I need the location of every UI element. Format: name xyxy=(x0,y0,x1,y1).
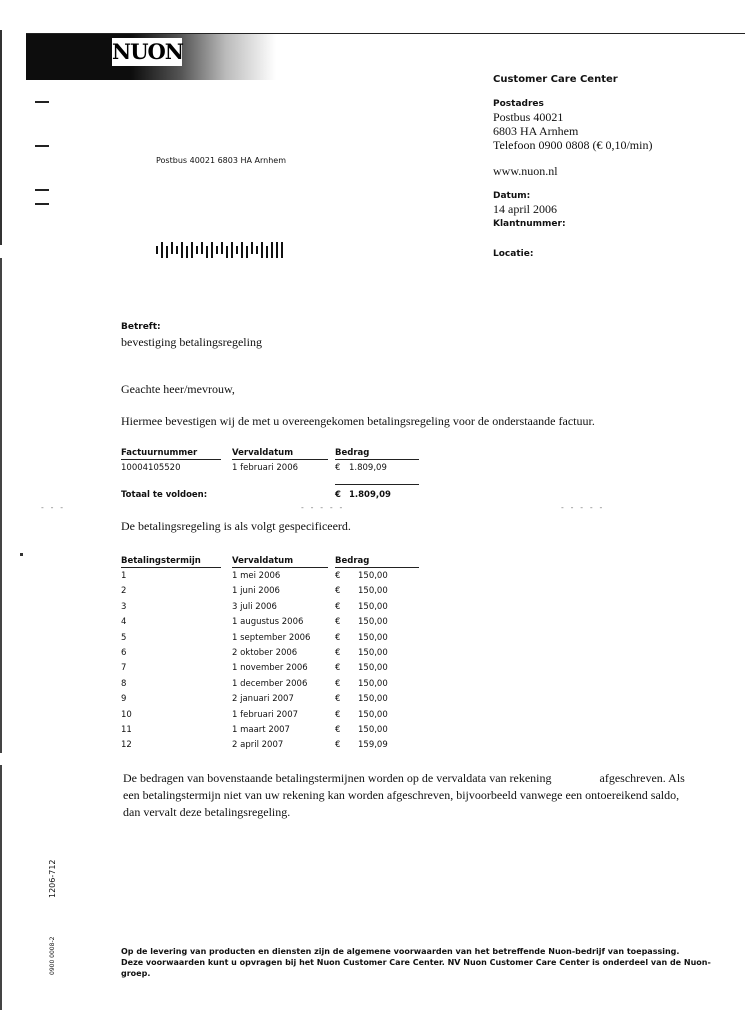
term-amount: 150,00 xyxy=(358,694,388,705)
term-due-date: 1 september 2006 xyxy=(232,632,311,643)
postadres-line: Postbus 40021 xyxy=(493,110,564,124)
term-due-date: 1 december 2006 xyxy=(232,678,308,689)
currency-symbol: € xyxy=(335,571,341,581)
term-due-date: 1 maart 2007 xyxy=(232,725,290,735)
small-code: 0900 0008-2 xyxy=(49,936,56,975)
term-amount: 150,00 xyxy=(358,617,388,628)
invoice-amount: 1.809,09 xyxy=(349,463,387,473)
form-code: 1206-712 xyxy=(48,859,57,898)
header-underline xyxy=(121,459,221,460)
header-underline xyxy=(232,459,328,460)
currency-symbol: € xyxy=(335,586,341,597)
col-header-bedrag: Bedrag xyxy=(335,448,370,458)
currency-symbol: € xyxy=(335,463,341,473)
term-due-date: 1 november 2006 xyxy=(232,663,308,674)
closing-paragraph xyxy=(123,770,723,821)
term-due-date: 1 augustus 2006 xyxy=(232,617,304,628)
term-number: 11 xyxy=(121,725,132,735)
term-number: 3 xyxy=(121,601,127,612)
salutation: Geachte heer/mevrouw, xyxy=(121,382,235,396)
col-header-factuurnummer: Factuurnummer xyxy=(121,448,198,458)
fold-mark xyxy=(35,145,49,147)
term-amount: 150,00 xyxy=(358,648,388,658)
term-due-date: 1 mei 2006 xyxy=(232,571,281,581)
term-number: 9 xyxy=(121,694,127,705)
invoice-number: 10004105520 xyxy=(121,463,181,473)
scan-edge xyxy=(0,30,2,245)
term-amount: 150,00 xyxy=(358,601,388,612)
postadres-label: Postadres xyxy=(493,99,544,109)
terms-table xyxy=(121,556,421,756)
currency-symbol: € xyxy=(335,725,341,735)
scan-dot xyxy=(20,553,23,556)
footer-terms xyxy=(121,946,721,979)
term-amount: 150,00 xyxy=(358,678,388,689)
term-due-date: 2 januari 2007 xyxy=(232,694,294,705)
klantnummer-label: Klantnummer: xyxy=(493,219,566,229)
col-header-vervaldatum: Vervaldatum xyxy=(232,556,294,566)
header-underline xyxy=(335,459,419,460)
term-due-date: 1 februari 2007 xyxy=(232,709,299,720)
term-number: 12 xyxy=(121,740,132,751)
postal-barcode xyxy=(156,238,284,262)
term-amount: 159,09 xyxy=(358,740,388,751)
sender-address: Postbus 40021 6803 HA Arnhem xyxy=(156,156,286,165)
invoice-table xyxy=(121,448,421,506)
currency-symbol: € xyxy=(335,490,341,500)
spec-intro: De betalingsregeling is als volgt gespecificeerd. xyxy=(121,519,351,533)
locatie-label: Locatie: xyxy=(493,249,534,259)
intro-paragraph: Hiermee bevestigen wij de met u overeengekomen betalingsregeling voor de onderstaande factuur. xyxy=(121,414,595,428)
nuon-logo: NUON xyxy=(112,39,183,64)
term-number: 2 xyxy=(121,586,127,597)
col-header-bedrag: Bedrag xyxy=(335,556,370,566)
total-amount: 1.809,09 xyxy=(349,490,391,500)
term-amount: 150,00 xyxy=(358,663,388,674)
subject-text: bevestiging betalingsregeling xyxy=(121,335,262,349)
currency-symbol: € xyxy=(335,617,341,628)
scan-edge xyxy=(0,258,2,753)
datum-value: 14 april 2006 xyxy=(493,202,557,216)
term-number: 8 xyxy=(121,678,127,689)
header-underline xyxy=(121,567,221,568)
term-number: 7 xyxy=(121,663,127,674)
term-due-date: 1 juni 2006 xyxy=(232,586,280,597)
total-label: Totaal te voldoen: xyxy=(121,490,208,500)
currency-symbol: € xyxy=(335,694,341,705)
term-amount: 150,00 xyxy=(358,725,388,735)
closing-line xyxy=(123,770,723,787)
currency-symbol: € xyxy=(335,632,341,643)
invoice-due-date: 1 februari 2006 xyxy=(232,463,299,473)
term-amount: 150,00 xyxy=(358,571,388,581)
phone-line: Telefoon 0900 0808 (€ 0,10/min) xyxy=(493,138,653,152)
col-header-termijn: Betalingstermijn xyxy=(121,556,201,566)
closing-line: een betalingstermijn niet van uw rekening kan worden afgeschreven, bijvoorbeeld vanwege een ontoereikend saldo, xyxy=(123,788,680,802)
scan-edge xyxy=(0,765,2,1010)
currency-symbol: € xyxy=(335,648,341,658)
subject-label: Betreft: xyxy=(121,322,161,332)
term-due-date: 3 juli 2006 xyxy=(232,601,277,612)
department-title: Customer Care Center xyxy=(493,74,618,85)
term-number: 4 xyxy=(121,617,127,628)
datum-label: Datum: xyxy=(493,191,531,201)
footer-line: Deze voorwaarden kunt u opvragen bij het Nuon Customer Care Center. NV Nuon Customer Care Center is onderdeel van de Nuon-groep. xyxy=(121,958,711,978)
term-number: 6 xyxy=(121,648,127,658)
term-number: 10 xyxy=(121,709,132,720)
footer-line: Op de levering van producten en diensten zijn de algemene voorwaarden van het betreffende Nuon-bedrijf van toepassing. xyxy=(121,947,680,956)
fold-mark xyxy=(35,189,49,191)
total-rule xyxy=(335,484,419,485)
currency-symbol: € xyxy=(335,601,341,612)
scan-artifact: - - - - - xyxy=(300,503,344,512)
fold-mark xyxy=(35,101,49,103)
header-underline xyxy=(232,567,328,568)
term-number: 1 xyxy=(121,571,127,581)
postadres-line: 6803 HA Arnhem xyxy=(493,124,579,138)
info-block xyxy=(493,74,733,259)
col-header-vervaldatum: Vervaldatum xyxy=(232,448,294,458)
term-number: 5 xyxy=(121,632,127,643)
currency-symbol: € xyxy=(335,709,341,720)
website-link[interactable]: www.nuon.nl xyxy=(493,164,558,178)
scan-artifact: - - - xyxy=(40,503,65,512)
fold-mark xyxy=(35,203,49,205)
currency-symbol: € xyxy=(335,740,341,751)
closing-line: dan vervalt deze betalingsregeling. xyxy=(123,805,291,819)
postadres-block xyxy=(493,110,733,152)
closing-line-part: afgeschreven. Als xyxy=(599,771,685,785)
term-due-date: 2 oktober 2006 xyxy=(232,648,298,658)
scan-artifact: - - - - - xyxy=(560,503,604,512)
term-amount: 150,00 xyxy=(358,586,388,597)
term-amount: 150,00 xyxy=(358,632,388,643)
term-amount: 150,00 xyxy=(358,709,388,720)
header-underline xyxy=(335,567,419,568)
currency-symbol: € xyxy=(335,663,341,674)
term-due-date: 2 april 2007 xyxy=(232,740,284,751)
currency-symbol: € xyxy=(335,678,341,689)
closing-line-part: De bedragen van bovenstaande betalingstermijnen worden op de vervaldata van rekening xyxy=(123,771,552,785)
